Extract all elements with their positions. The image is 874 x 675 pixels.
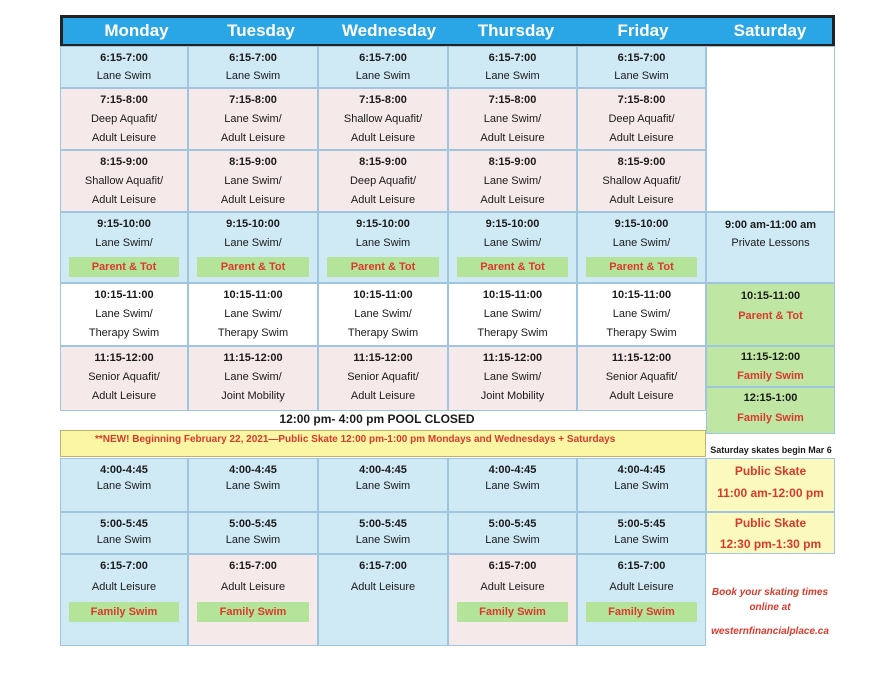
saturday-family-swim-2: [706, 387, 835, 434]
session-time: 6:15-7:00: [100, 52, 148, 64]
schedule-cell: [448, 150, 577, 212]
schedule-cell: [60, 458, 188, 512]
session-activity: Shallow Aquafit/: [343, 113, 423, 125]
schedule-cell: [577, 88, 706, 150]
book-note-line-2: online at: [749, 602, 791, 613]
saturday-skates-note: Saturday skates begin Mar 6: [710, 445, 832, 455]
session-activity: Lane Swim/: [95, 308, 153, 320]
schedule-cell: [577, 512, 706, 554]
schedule-cell: [318, 512, 448, 554]
saturday-skate1-time: 11:00 am-12:00 pm: [717, 486, 824, 500]
session-activity: Adult Leisure: [220, 194, 286, 206]
schedule-cell: [448, 346, 577, 411]
day-header-thursday: Thursday: [477, 21, 555, 40]
session-activity: Therapy Swim: [347, 327, 419, 339]
session-activity: Adult Leisure: [91, 390, 157, 402]
session-time: 6:15-7:00: [617, 560, 666, 572]
session-time: 4:00-4:45: [617, 464, 666, 476]
saturday-family2-time: 12:15-1:00: [743, 392, 798, 404]
session-activity: Lane Swim/: [354, 308, 412, 320]
session-time: 11:15-12:00: [353, 352, 413, 364]
session-time: 10:15-11:00: [353, 289, 413, 301]
session-highlight-chip: Parent & Tot: [457, 257, 568, 277]
session-activity: Lane Swim: [614, 70, 669, 82]
book-note-line-1: Book your skating times: [711, 587, 829, 598]
schedule-cell: [188, 283, 318, 346]
session-activity: Adult Leisure: [220, 581, 286, 593]
session-time: 10:15-11:00: [223, 289, 283, 301]
session-time: 5:00-5:45: [488, 518, 537, 530]
session-time: 4:00-4:45: [100, 464, 148, 476]
schedule-cell: [448, 554, 577, 646]
session-time: 6:15-7:00: [229, 560, 277, 572]
session-time: 4:00-4:45: [359, 464, 407, 476]
schedule-cell: [60, 512, 188, 554]
session-activity: Adult Leisure: [91, 581, 157, 593]
session-activity: Therapy Swim: [88, 327, 160, 339]
schedule-cell: [188, 46, 318, 88]
session-activity: Lane Swim: [96, 534, 152, 546]
session-activity: Lane Swim/: [224, 113, 282, 125]
session-time: 4:00-4:45: [488, 464, 537, 476]
schedule-cell: [448, 512, 577, 554]
pool-closed-notice: 12:00 pm- 4:00 pm POOL CLOSED: [279, 412, 475, 426]
day-header-saturday: Saturday: [733, 21, 807, 40]
session-activity: Adult Leisure: [609, 581, 674, 593]
session-activity: Adult Leisure: [350, 390, 416, 402]
book-note-url[interactable]: westernfinancialplace.ca: [711, 626, 829, 637]
session-activity: Lane Swim: [614, 534, 669, 546]
schedule-cell: [577, 46, 706, 88]
session-highlight-chip: Family Swim: [586, 602, 697, 622]
session-time: 6:15-7:00: [100, 560, 148, 572]
session-activity: Senior Aquafit/: [605, 371, 678, 383]
session-time: 9:15-10:00: [614, 218, 669, 230]
session-time: 9:15-10:00: [485, 218, 540, 230]
schedule-cell: [318, 554, 448, 646]
schedule-cell: [60, 88, 188, 150]
session-highlight-chip: Family Swim: [69, 602, 179, 622]
session-time: 11:15-12:00: [223, 352, 283, 364]
schedule-cell: [318, 88, 448, 150]
saturday-skate2-time: 12:30 pm-1:30 pm: [719, 537, 822, 551]
session-time: 8:15-9:00: [617, 156, 666, 168]
session-activity: Lane Swim/: [224, 175, 282, 187]
session-activity: Lane Swim: [485, 534, 540, 546]
session-highlight-chip: Family Swim: [197, 602, 309, 622]
day-header-monday: Monday: [104, 21, 169, 40]
session-activity: Joint Mobility: [221, 390, 285, 402]
session-activity: Lane Swim: [355, 237, 411, 249]
session-activity: Adult Leisure: [609, 194, 674, 206]
schedule-cell: [188, 458, 318, 512]
schedule-cell: [60, 554, 188, 646]
session-activity: Deep Aquafit/: [349, 175, 417, 187]
session-activity: Deep Aquafit/: [608, 113, 675, 125]
saturday-parent-tot: [706, 283, 835, 346]
saturday-private-lessons: [706, 212, 835, 283]
session-time: 9:15-10:00: [356, 218, 410, 230]
schedule-cell: [577, 554, 706, 646]
session-activity: Lane Swim/: [483, 371, 542, 383]
session-activity: Lane Swim/: [612, 237, 671, 249]
session-time: 10:15-11:00: [611, 289, 672, 301]
schedule-cell: [188, 88, 318, 150]
saturday-skate2-label: Public Skate: [734, 516, 807, 530]
session-activity: Adult Leisure: [480, 581, 545, 593]
session-activity: Adult Leisure: [350, 581, 416, 593]
session-highlight-chip: Family Swim: [457, 602, 568, 622]
schedule-cell: [318, 283, 448, 346]
session-activity: Therapy Swim: [217, 327, 289, 339]
schedule-cell: [188, 512, 318, 554]
schedule-cell: [318, 212, 448, 283]
session-activity: Shallow Aquafit/: [84, 175, 164, 187]
schedule-cell: [188, 212, 318, 283]
schedule-cell: [577, 346, 706, 411]
session-activity: Adult Leisure: [609, 390, 674, 402]
session-activity: Adult Leisure: [609, 132, 674, 144]
saturday-public-skate-1: [706, 458, 835, 512]
session-activity: Lane Swim/: [224, 308, 282, 320]
session-highlight-chip: Parent & Tot: [586, 257, 697, 277]
session-activity: Adult Leisure: [220, 132, 286, 144]
saturday-family-swim-1: [706, 346, 835, 387]
saturday-private-time: 9:00 am-11:00 am: [724, 219, 817, 231]
schedule-cell: [448, 283, 577, 346]
schedule-cell: [318, 346, 448, 411]
schedule-cell: [188, 554, 318, 646]
session-activity: Lane Swim: [485, 480, 540, 492]
session-time: 8:15-9:00: [488, 156, 537, 168]
session-time: 6:15-7:00: [229, 52, 277, 64]
session-time: 6:15-7:00: [617, 52, 666, 64]
schedule-cell: [577, 283, 706, 346]
session-time: 7:15-8:00: [100, 94, 148, 106]
schedule-cell: [448, 88, 577, 150]
session-time: 7:15-8:00: [617, 94, 666, 106]
saturday-public-skate-2: [706, 512, 835, 554]
session-time: 10:15-11:00: [482, 289, 543, 301]
session-time: 9:15-10:00: [97, 218, 151, 230]
session-time: 9:15-10:00: [226, 218, 280, 230]
session-activity: Senior Aquafit/: [347, 371, 419, 383]
session-activity: Lane Swim: [225, 534, 281, 546]
saturday-parent-tot-label: Parent & Tot: [738, 310, 803, 322]
schedule-cell: [60, 283, 188, 346]
day-header-tuesday: Tuesday: [227, 21, 295, 40]
session-time: 11:15-12:00: [482, 352, 543, 364]
session-time: 6:15-7:00: [488, 560, 537, 572]
session-activity: Lane Swim/: [483, 113, 542, 125]
session-time: 11:15-12:00: [94, 352, 154, 364]
session-activity: Senior Aquafit/: [88, 371, 160, 383]
session-activity: Lane Swim: [96, 70, 152, 82]
schedule-cell: [577, 212, 706, 283]
saturday-family1-label: Family Swim: [737, 370, 804, 382]
session-activity: Lane Swim: [225, 480, 281, 492]
session-activity: Therapy Swim: [606, 327, 677, 339]
session-activity: Lane Swim: [225, 70, 281, 82]
schedule-cell: [60, 346, 188, 411]
saturday-family1-time: 11:15-12:00: [740, 351, 801, 363]
session-time: 8:15-9:00: [100, 156, 148, 168]
session-time: 8:15-9:00: [359, 156, 407, 168]
session-activity: Adult Leisure: [350, 132, 416, 144]
session-activity: Adult Leisure: [350, 194, 416, 206]
saturday-parent-tot-time: 10:15-11:00: [740, 290, 801, 302]
session-activity: Lane Swim/: [224, 237, 282, 249]
day-header-friday: Friday: [617, 21, 669, 40]
saturday-skate1-label: Public Skate: [734, 464, 807, 478]
session-activity: Lane Swim: [355, 480, 411, 492]
session-time: 5:00-5:45: [229, 518, 277, 530]
session-time: 5:00-5:45: [617, 518, 666, 530]
session-activity: Lane Swim/: [612, 308, 671, 320]
session-time: 7:15-8:00: [488, 94, 537, 106]
session-activity: Lane Swim/: [483, 175, 542, 187]
schedule-cell: [318, 150, 448, 212]
session-time: 5:00-5:45: [100, 518, 148, 530]
session-time: 6:15-7:00: [359, 52, 407, 64]
saturday-private-label: Private Lessons: [731, 237, 810, 249]
session-activity: Adult Leisure: [91, 132, 157, 144]
session-time: 6:15-7:00: [488, 52, 537, 64]
schedule-cell: [188, 150, 318, 212]
session-activity: Lane Swim: [96, 480, 152, 492]
session-activity: Lane Swim: [485, 70, 540, 82]
session-activity: Lane Swim/: [483, 237, 542, 249]
session-highlight-chip: Parent & Tot: [327, 257, 439, 277]
session-activity: Lane Swim: [355, 70, 411, 82]
day-header-bar: [60, 15, 835, 46]
session-time: 8:15-9:00: [229, 156, 277, 168]
session-time: 7:15-8:00: [359, 94, 407, 106]
schedule-cell: [448, 46, 577, 88]
schedule-cell: [188, 346, 318, 411]
session-activity: Adult Leisure: [480, 194, 545, 206]
session-time: 4:00-4:45: [229, 464, 277, 476]
session-activity: Shallow Aquafit/: [602, 175, 681, 187]
schedule-cell: [448, 458, 577, 512]
schedule-cell: [577, 458, 706, 512]
session-highlight-chip: Parent & Tot: [197, 257, 309, 277]
session-time: 10:15-11:00: [94, 289, 154, 301]
session-activity: Lane Swim: [614, 480, 669, 492]
schedule-cell: [577, 150, 706, 212]
schedule-cell: [60, 46, 188, 88]
saturday-family2-label: Family Swim: [737, 412, 804, 424]
schedule-cell: [60, 150, 188, 212]
session-activity: Lane Swim/: [224, 371, 282, 383]
schedule-cell: [60, 212, 188, 283]
session-activity: Adult Leisure: [91, 194, 157, 206]
session-activity: Joint Mobility: [480, 390, 545, 402]
session-time: 5:00-5:45: [359, 518, 407, 530]
session-time: 11:15-12:00: [611, 352, 672, 364]
session-activity: Adult Leisure: [480, 132, 545, 144]
schedule-cell: [448, 212, 577, 283]
saturday-empty-cell: [706, 46, 835, 212]
session-highlight-chip: Parent & Tot: [69, 257, 179, 277]
session-time: 7:15-8:00: [229, 94, 277, 106]
session-activity: Lane Swim/: [95, 237, 153, 249]
day-header-wednesday: Wednesday: [341, 21, 437, 40]
new-public-skate-banner: **NEW! Beginning February 22, 2021—Public Skate 12:00 pm-1:00 pm Mondays and Wednesdays + Saturdays: [60, 430, 706, 457]
session-activity: Lane Swim/: [483, 308, 542, 320]
session-activity: Therapy Swim: [477, 327, 548, 339]
schedule-cell: [318, 46, 448, 88]
session-activity: Deep Aquafit/: [90, 113, 158, 125]
session-activity: Lane Swim: [355, 534, 411, 546]
schedule-cell: [318, 458, 448, 512]
session-time: 6:15-7:00: [359, 560, 407, 572]
